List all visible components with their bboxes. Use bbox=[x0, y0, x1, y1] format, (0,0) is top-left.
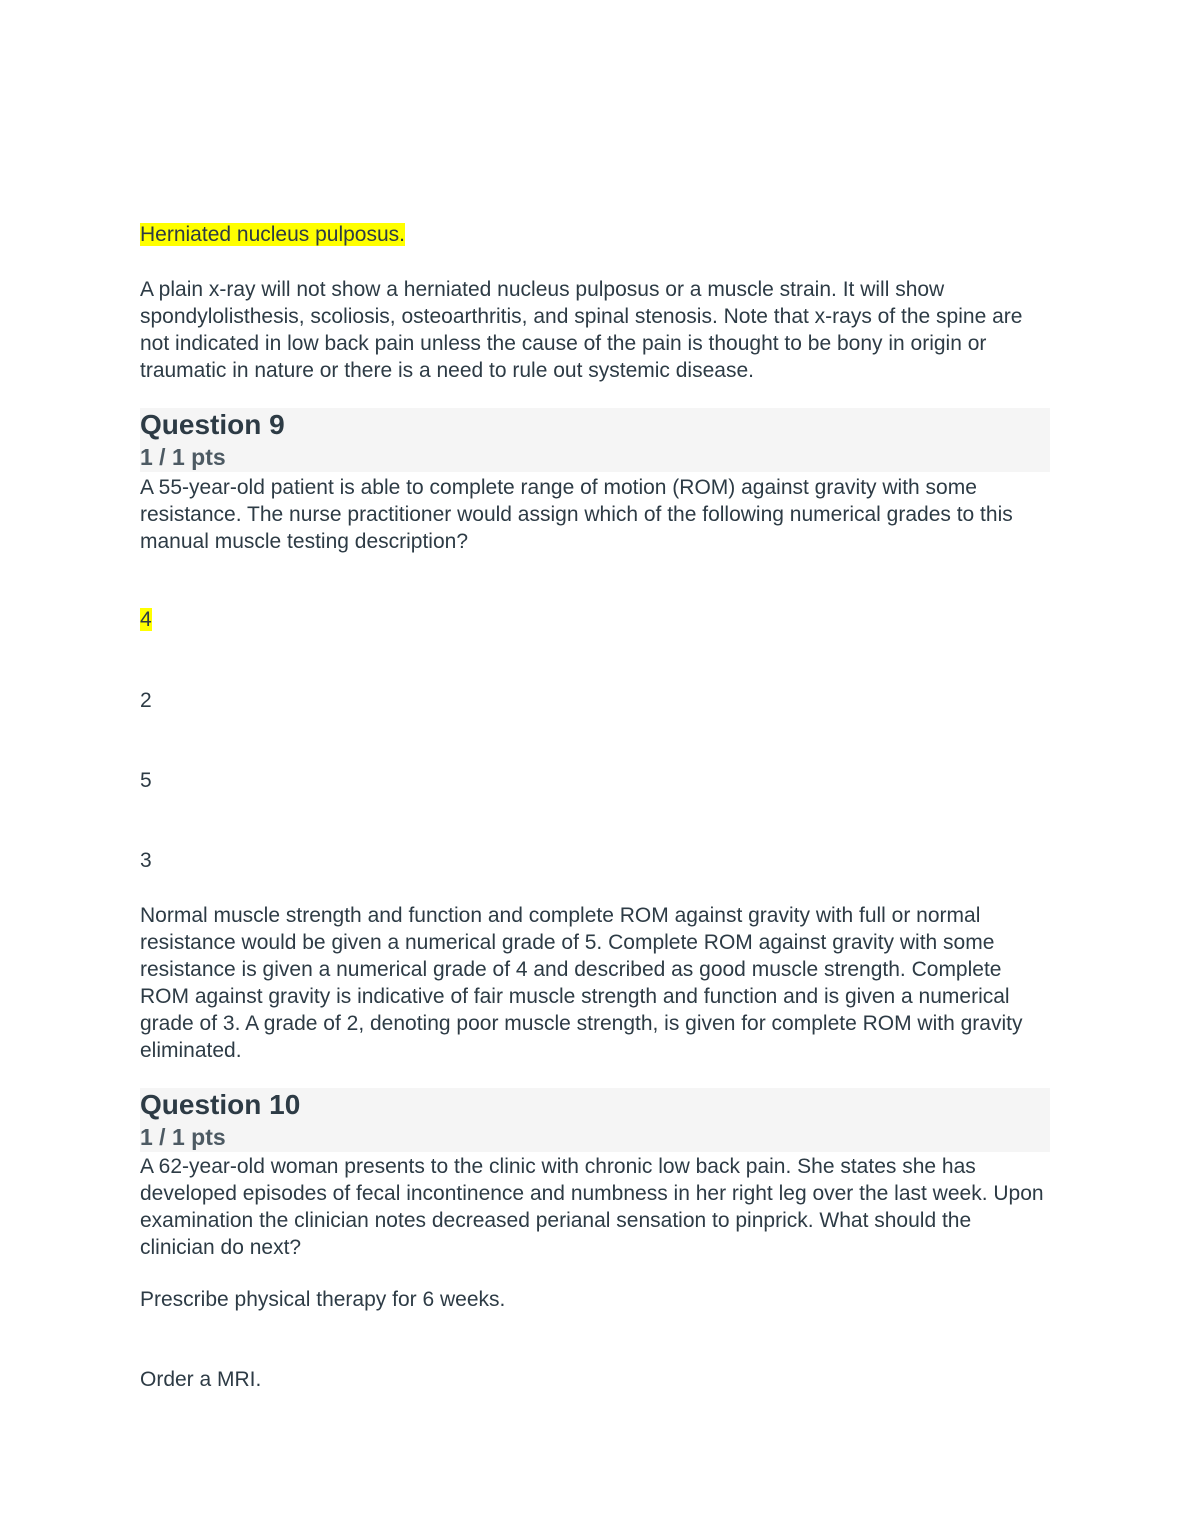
question-9-explanation: Normal muscle strength and function and complete ROM against gravity with full or normal resistance would be given a numerical grade of 5. Complete ROM against gravity with some resistance is given a numerical grade of 4 and described as good muscle strength. Complete ROM against gravity is indicative of fair muscle strength and function and is given a numerical grade of 3. A grade of 2, denoting poor muscle strength, is given for complete ROM with gravity eliminated. bbox=[140, 904, 1023, 1062]
prev-explanation: A plain x-ray will not show a herniated nucleus pulposus or a muscle strain. It will show spondylolisthesis, scoliosis, osteoarthritis, and spinal stenosis. Note that x-rays of the spine are not indicated in low back pain unless the cause of the pain is thought to be bony in origin or traumatic in nature or there is a need to rule out systemic disease. bbox=[140, 278, 1023, 382]
question-9-points: 1 / 1 pts bbox=[140, 444, 226, 470]
question-9-header bbox=[140, 408, 1050, 472]
question-10-header bbox=[140, 1088, 1050, 1152]
question-9-answer-1[interactable]: 4 bbox=[140, 608, 152, 631]
question-10-points: 1 / 1 pts bbox=[140, 1124, 226, 1150]
question-10-answer-2[interactable]: Order a MRI. bbox=[140, 1368, 262, 1391]
question-9-answer-4[interactable]: 3 bbox=[140, 849, 152, 872]
question-10-title: Question 10 bbox=[140, 1089, 301, 1120]
question-9-prompt: A 55-year-old patient is able to complete range of motion (ROM) against gravity with some resistance. The nurse practitioner would assign which of the following numerical grades to this manual muscle testing description? bbox=[140, 476, 1013, 553]
question-10-answer-1[interactable]: Prescribe physical therapy for 6 weeks. bbox=[140, 1288, 506, 1311]
question-9-answer-3[interactable]: 5 bbox=[140, 769, 152, 792]
question-9-title: Question 9 bbox=[140, 409, 285, 440]
question-9-answer-2[interactable]: 2 bbox=[140, 689, 152, 712]
question-10-prompt: A 62-year-old woman presents to the clinic with chronic low back pain. She states she has developed episodes of fecal incontinence and numbness in her right leg over the last week. Upon examination the clinician notes decreased perianal sensation to pinprick. What should the clinician do next? bbox=[140, 1155, 1044, 1259]
prev-correct-answer: Herniated nucleus pulposus. bbox=[140, 223, 406, 246]
